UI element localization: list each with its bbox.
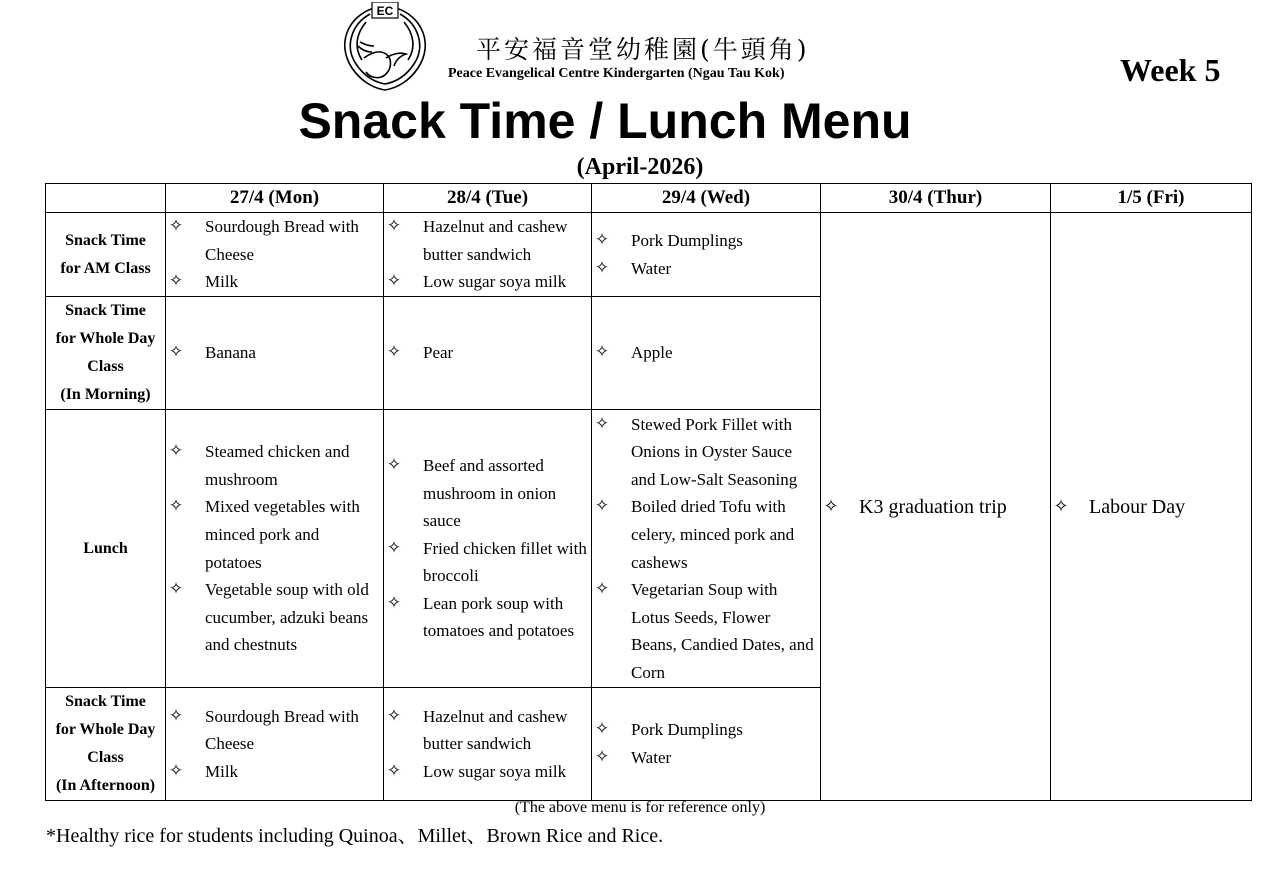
menu-item: [386, 213, 587, 268]
star-bullet-icon: ✧: [168, 579, 184, 600]
star-bullet-icon: ✧: [168, 441, 184, 462]
menu-cell: [592, 297, 821, 410]
school-name-chinese: 平安福音堂幼稚園(牛頭角): [476, 35, 810, 64]
star-bullet-icon: ✧: [386, 760, 402, 781]
star-bullet-icon: ✧: [594, 747, 610, 767]
menu-item: [823, 493, 1046, 521]
star-bullet-icon: ✧: [823, 495, 839, 517]
star-bullet-icon: ✧: [594, 719, 610, 740]
menu-cell: [384, 213, 592, 297]
menu-cell: [592, 410, 821, 688]
menu-item-text: Apple: [631, 343, 673, 363]
menu-item-text: Fried chicken fillet with broccoli: [423, 538, 587, 586]
star-bullet-icon: ✧: [594, 496, 610, 517]
star-bullet-icon: ✧: [168, 342, 184, 363]
menu-month: (April-2026): [576, 154, 704, 180]
day-header: 27/4 (Mon): [166, 184, 384, 213]
menu-item: [168, 703, 379, 758]
day-header: 28/4 (Tue): [384, 184, 592, 213]
star-bullet-icon: ✧: [386, 537, 402, 558]
menu-item-text: Milk: [205, 761, 239, 781]
menu-item: [594, 411, 816, 494]
menu-cell: [166, 213, 384, 297]
star-bullet-icon: ✧: [386, 271, 402, 292]
star-bullet-icon: ✧: [168, 216, 184, 237]
corner-cell: [46, 184, 166, 213]
menu-item: [594, 576, 816, 686]
school-logo: [330, 2, 440, 94]
menu-item-text: Milk: [205, 272, 239, 292]
star-bullet-icon: ✧: [386, 454, 402, 475]
menu-cell: [384, 410, 592, 688]
menu-item-text: Steamed chicken and mushroom: [205, 442, 350, 489]
table-row: [46, 213, 1252, 297]
school-name-english: Peace Evangelical Centre Kindergarten (Ngau Tau Kok): [448, 66, 785, 81]
menu-table: [45, 183, 1252, 801]
menu-item-text: Mixed vegetables with minced pork and potatoes: [205, 497, 360, 572]
day-header: 1/5 (Fri): [1051, 184, 1252, 213]
menu-item-text: Sourdough Bread with Cheese: [205, 706, 359, 754]
star-bullet-icon: ✧: [594, 342, 610, 363]
star-bullet-icon: ✧: [386, 342, 402, 363]
menu-item: [386, 339, 587, 367]
menu-item-text: Hazelnut and cashew butter sandwich: [423, 706, 568, 754]
menu-item: [386, 452, 587, 535]
menu-item: [168, 758, 379, 786]
menu-item: [386, 758, 587, 786]
row-header-lunch: Lunch: [46, 410, 166, 688]
menu-item-text: Hazelnut and cashew butter sandwich: [423, 217, 568, 264]
star-bullet-icon: ✧: [1053, 495, 1069, 517]
star-bullet-icon: ✧: [594, 413, 610, 434]
special-day-cell: [1051, 213, 1252, 801]
star-bullet-icon: ✧: [168, 496, 184, 517]
menu-item-text: Lean pork soup with tomatoes and potatoes: [423, 593, 575, 641]
menu-item-text: Pork Dumplings: [631, 720, 743, 740]
day-header-row: [46, 184, 1252, 213]
menu-item: [594, 716, 816, 744]
row-header-morning-snack: Snack Time for Whole Day Class (In Morning): [46, 297, 166, 410]
menu-item: [168, 213, 379, 268]
menu-item-text: Pear: [423, 343, 454, 363]
menu-item: [594, 339, 816, 367]
reference-note: (The above menu is for reference only): [514, 799, 766, 816]
menu-item: [594, 255, 816, 283]
menu-item-text: Boiled dried Tofu with celery, minced pork and cashews: [631, 497, 795, 572]
menu-item: [1053, 493, 1247, 521]
menu-cell: [166, 688, 384, 801]
star-bullet-icon: ✧: [386, 592, 402, 613]
menu-item: [386, 268, 587, 296]
star-bullet-icon: ✧: [168, 705, 184, 726]
menu-cell: [166, 410, 384, 688]
star-bullet-icon: ✧: [594, 257, 610, 278]
menu-item: [386, 590, 587, 645]
menu-item: [168, 339, 379, 367]
day-header: 30/4 (Thur): [821, 184, 1051, 213]
menu-item: [168, 438, 379, 493]
menu-item: [594, 493, 816, 576]
menu-item-text: Vegetarian Soup with Lotus Seeds, Flower Beans, Candied Dates, and Corn: [631, 580, 814, 682]
page-title: Snack Time / Lunch Menu: [298, 93, 912, 149]
menu-item-text: Low sugar soya milk: [423, 761, 567, 781]
star-bullet-icon: ✧: [386, 705, 402, 726]
menu-item-text: Labour Day: [1089, 495, 1186, 518]
svg-text:EC: EC: [376, 4, 394, 18]
menu-item: [386, 703, 587, 758]
menu-cell: [384, 297, 592, 410]
menu-item: [594, 744, 816, 772]
menu-item-text: K3 graduation trip: [859, 495, 1007, 518]
menu-item-text: Stewed Pork Fillet with Onions in Oyster Sauce and Low-Salt Seasoning: [631, 414, 798, 489]
menu-item-text: Banana: [205, 343, 256, 363]
row-header-am-snack: Snack Time for AM Class: [46, 213, 166, 297]
menu-item-text: Water: [631, 258, 672, 278]
star-bullet-icon: ✧: [168, 271, 184, 292]
menu-item: [386, 535, 587, 590]
star-bullet-icon: ✧: [386, 216, 402, 237]
day-header: 29/4 (Wed): [592, 184, 821, 213]
menu-cell: [166, 297, 384, 410]
menu-cell: [384, 688, 592, 801]
menu-cell: [592, 688, 821, 801]
menu-item: [168, 493, 379, 576]
row-header-afternoon-snack: Snack Time for Whole Day Class (In Afternoon): [46, 688, 166, 801]
menu-item-text: Sourdough Bread with Cheese: [205, 217, 359, 264]
menu-item: [168, 268, 379, 296]
star-bullet-icon: ✧: [594, 229, 610, 250]
star-bullet-icon: ✧: [594, 579, 610, 600]
menu-item-text: Vegetable soup with old cucumber, adzuki beans and chestnuts: [205, 580, 369, 655]
week-label: Week 5: [1120, 52, 1221, 88]
menu-item: [168, 576, 379, 659]
menu-item: [594, 227, 816, 255]
star-bullet-icon: ✧: [168, 760, 184, 781]
menu-item-text: Water: [631, 748, 672, 767]
menu-item-text: Beef and assorted mushroom in onion sauce: [423, 455, 557, 531]
menu-item-text: Low sugar soya milk: [423, 272, 567, 292]
menu-cell: [592, 213, 821, 297]
menu-item-text: Pork Dumplings: [631, 230, 743, 250]
special-day-cell: [821, 213, 1051, 801]
rice-note: *Healthy rice for students including Quinoa、Millet、Brown Rice and Rice.: [46, 825, 664, 847]
